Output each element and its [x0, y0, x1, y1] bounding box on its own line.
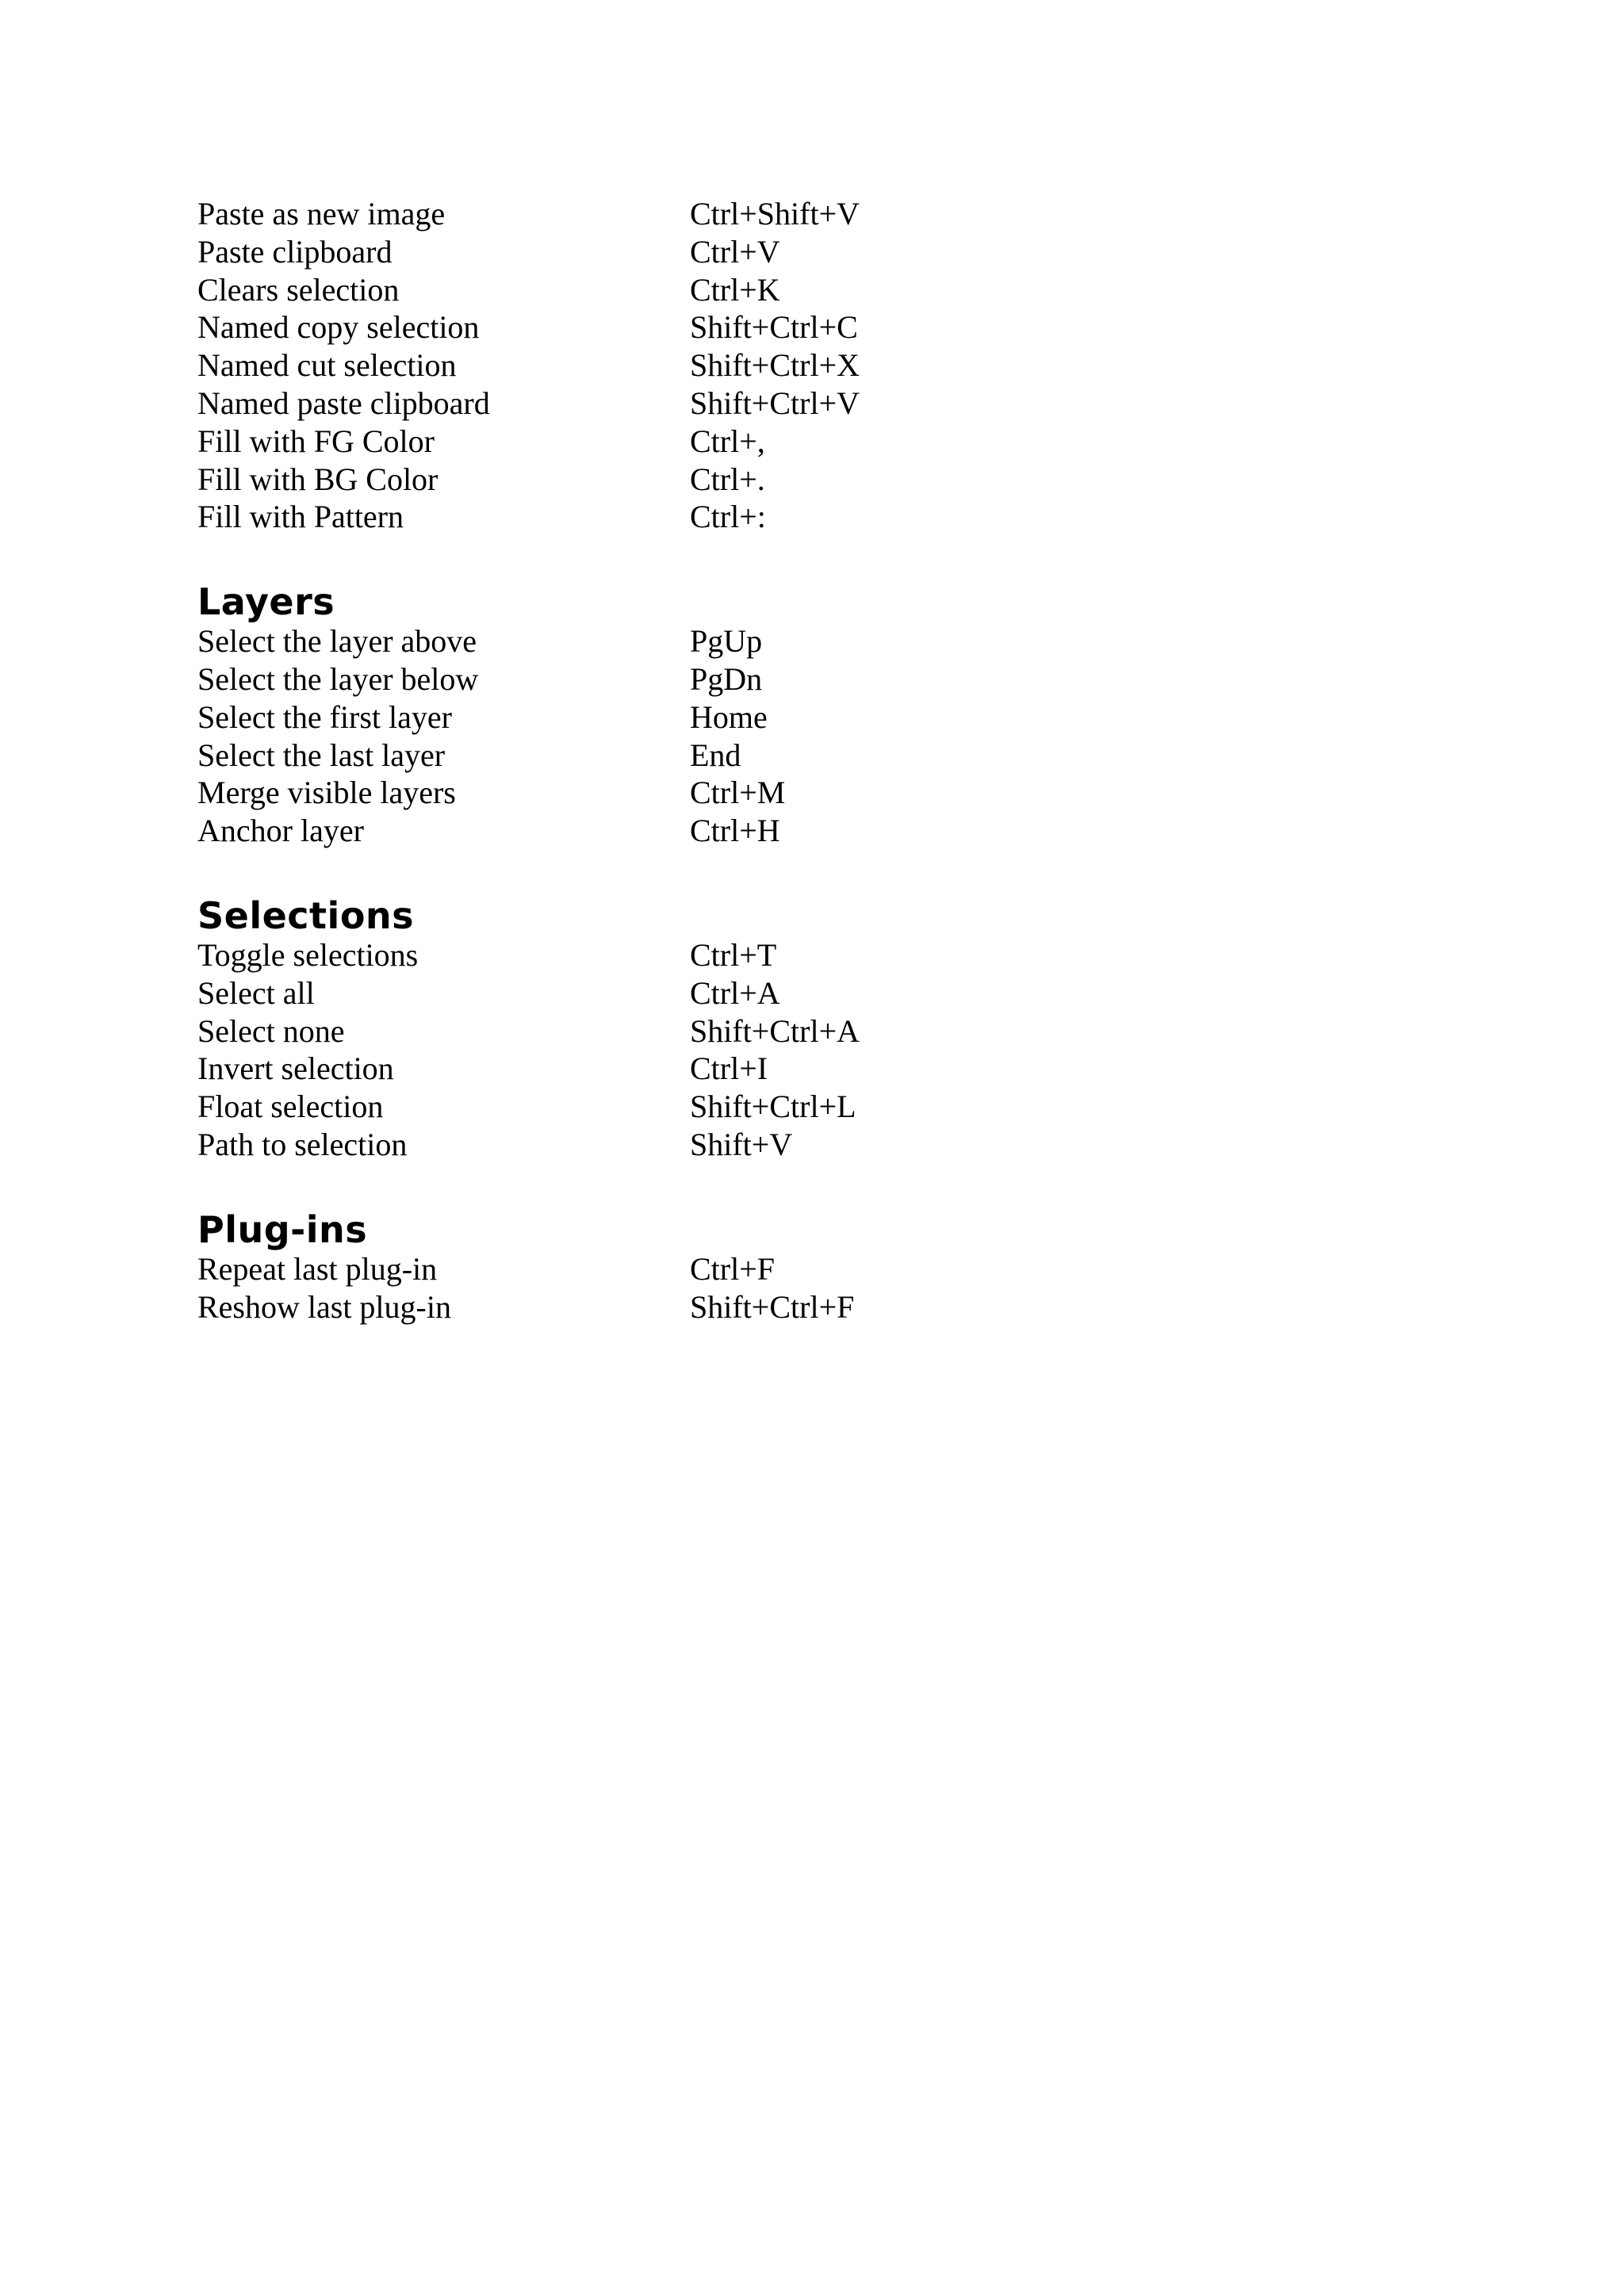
section-heading: Layers: [197, 580, 335, 624]
shortcut-action: Clears selection: [197, 271, 400, 308]
section-heading: Selections: [197, 894, 415, 937]
shortcut-row: [197, 1050, 1466, 1088]
shortcut-row: [197, 974, 1466, 1012]
shortcut-action: Named paste clipboard: [197, 385, 490, 421]
shortcut-action: Path to selection: [197, 1126, 408, 1162]
shortcut-row: [197, 1250, 1466, 1288]
shortcut-action: Anchor layer: [197, 813, 364, 849]
shortcut-action: Select all: [197, 974, 315, 1011]
shortcut-row: [197, 1012, 1466, 1050]
shortcut-action: Select none: [197, 1012, 345, 1049]
shortcut-keys: Ctrl+F: [690, 1250, 776, 1287]
shortcut-keys: End: [690, 737, 741, 773]
shortcut-row: [197, 1288, 1466, 1326]
shortcut-keys: Home: [690, 698, 768, 735]
shortcut-keys: Ctrl+A: [690, 974, 780, 1011]
shortcut-keys: Shift+Ctrl+L: [690, 1089, 856, 1125]
shortcut-keys: Ctrl+M: [690, 775, 786, 811]
shortcut-row: [197, 1126, 1466, 1164]
shortcut-keys: Shift+V: [690, 1126, 793, 1162]
shortcut-keys: Ctrl+V: [690, 233, 780, 270]
shortcut-action: Paste clipboard: [197, 233, 393, 270]
shortcut-action: Reshow last plug-in: [197, 1288, 451, 1325]
shortcut-keys: Ctrl+,: [690, 423, 765, 459]
shortcut-row: [197, 271, 1466, 309]
shortcut-row: [197, 308, 1466, 346]
shortcut-action: Fill with Pattern: [197, 499, 404, 535]
shortcut-row: [197, 660, 1466, 698]
shortcut-keys: PgUp: [690, 623, 763, 660]
shortcut-action: Fill with FG Color: [197, 423, 435, 459]
shortcut-row: [197, 737, 1466, 775]
shortcut-keys: Shift+Ctrl+A: [690, 1012, 860, 1049]
shortcut-keys: Ctrl+I: [690, 1050, 768, 1087]
shortcut-keys: Ctrl+K: [690, 271, 780, 308]
section-layers: [197, 581, 1466, 850]
shortcut-keys: Shift+Ctrl+F: [690, 1288, 855, 1325]
shortcut-document: [197, 195, 1466, 1326]
shortcut-row: [197, 774, 1466, 812]
shortcut-keys: Ctrl+H: [690, 813, 780, 849]
shortcut-action: Select the first layer: [197, 698, 452, 735]
shortcut-row: [197, 622, 1466, 660]
shortcut-action: Named cut selection: [197, 347, 457, 384]
shortcut-keys: Shift+Ctrl+X: [690, 347, 860, 384]
shortcut-action: Select the layer above: [197, 623, 477, 660]
shortcut-keys: Shift+Ctrl+C: [690, 309, 858, 346]
shortcut-action: Select the layer below: [197, 660, 479, 697]
shortcut-action: Paste as new image: [197, 196, 446, 232]
section-heading: Plug-ins: [197, 1207, 368, 1251]
shortcut-row: [197, 461, 1466, 499]
shortcut-row: [197, 698, 1466, 737]
shortcut-keys: PgDn: [690, 660, 763, 697]
shortcut-action: Toggle selections: [197, 936, 419, 973]
shortcut-row: [197, 195, 1466, 233]
section-plug-ins: [197, 1209, 1466, 1326]
shortcut-row: [197, 233, 1466, 271]
shortcut-row: [197, 812, 1466, 850]
shortcut-row: [197, 385, 1466, 423]
shortcut-keys: Ctrl+T: [690, 936, 777, 973]
shortcut-action: Select the last layer: [197, 737, 446, 773]
shortcut-action: Fill with BG Color: [197, 461, 439, 497]
shortcut-keys: Shift+Ctrl+V: [690, 385, 860, 421]
shortcut-row: [197, 1088, 1466, 1126]
shortcut-keys: Ctrl+.: [690, 461, 765, 497]
shortcut-action: Invert selection: [197, 1050, 394, 1087]
shortcut-keys: Ctrl+:: [690, 499, 766, 535]
shortcut-row: [197, 423, 1466, 461]
shortcut-action: Merge visible layers: [197, 775, 456, 811]
shortcut-action: Named copy selection: [197, 309, 480, 346]
section-edit-continued: [197, 195, 1466, 536]
shortcut-action: Repeat last plug-in: [197, 1250, 438, 1287]
shortcut-action: Float selection: [197, 1089, 384, 1125]
shortcut-row: [197, 498, 1466, 536]
shortcut-row: [197, 936, 1466, 974]
shortcut-keys: Ctrl+Shift+V: [690, 196, 860, 232]
section-selections: [197, 895, 1466, 1164]
shortcut-row: [197, 346, 1466, 385]
